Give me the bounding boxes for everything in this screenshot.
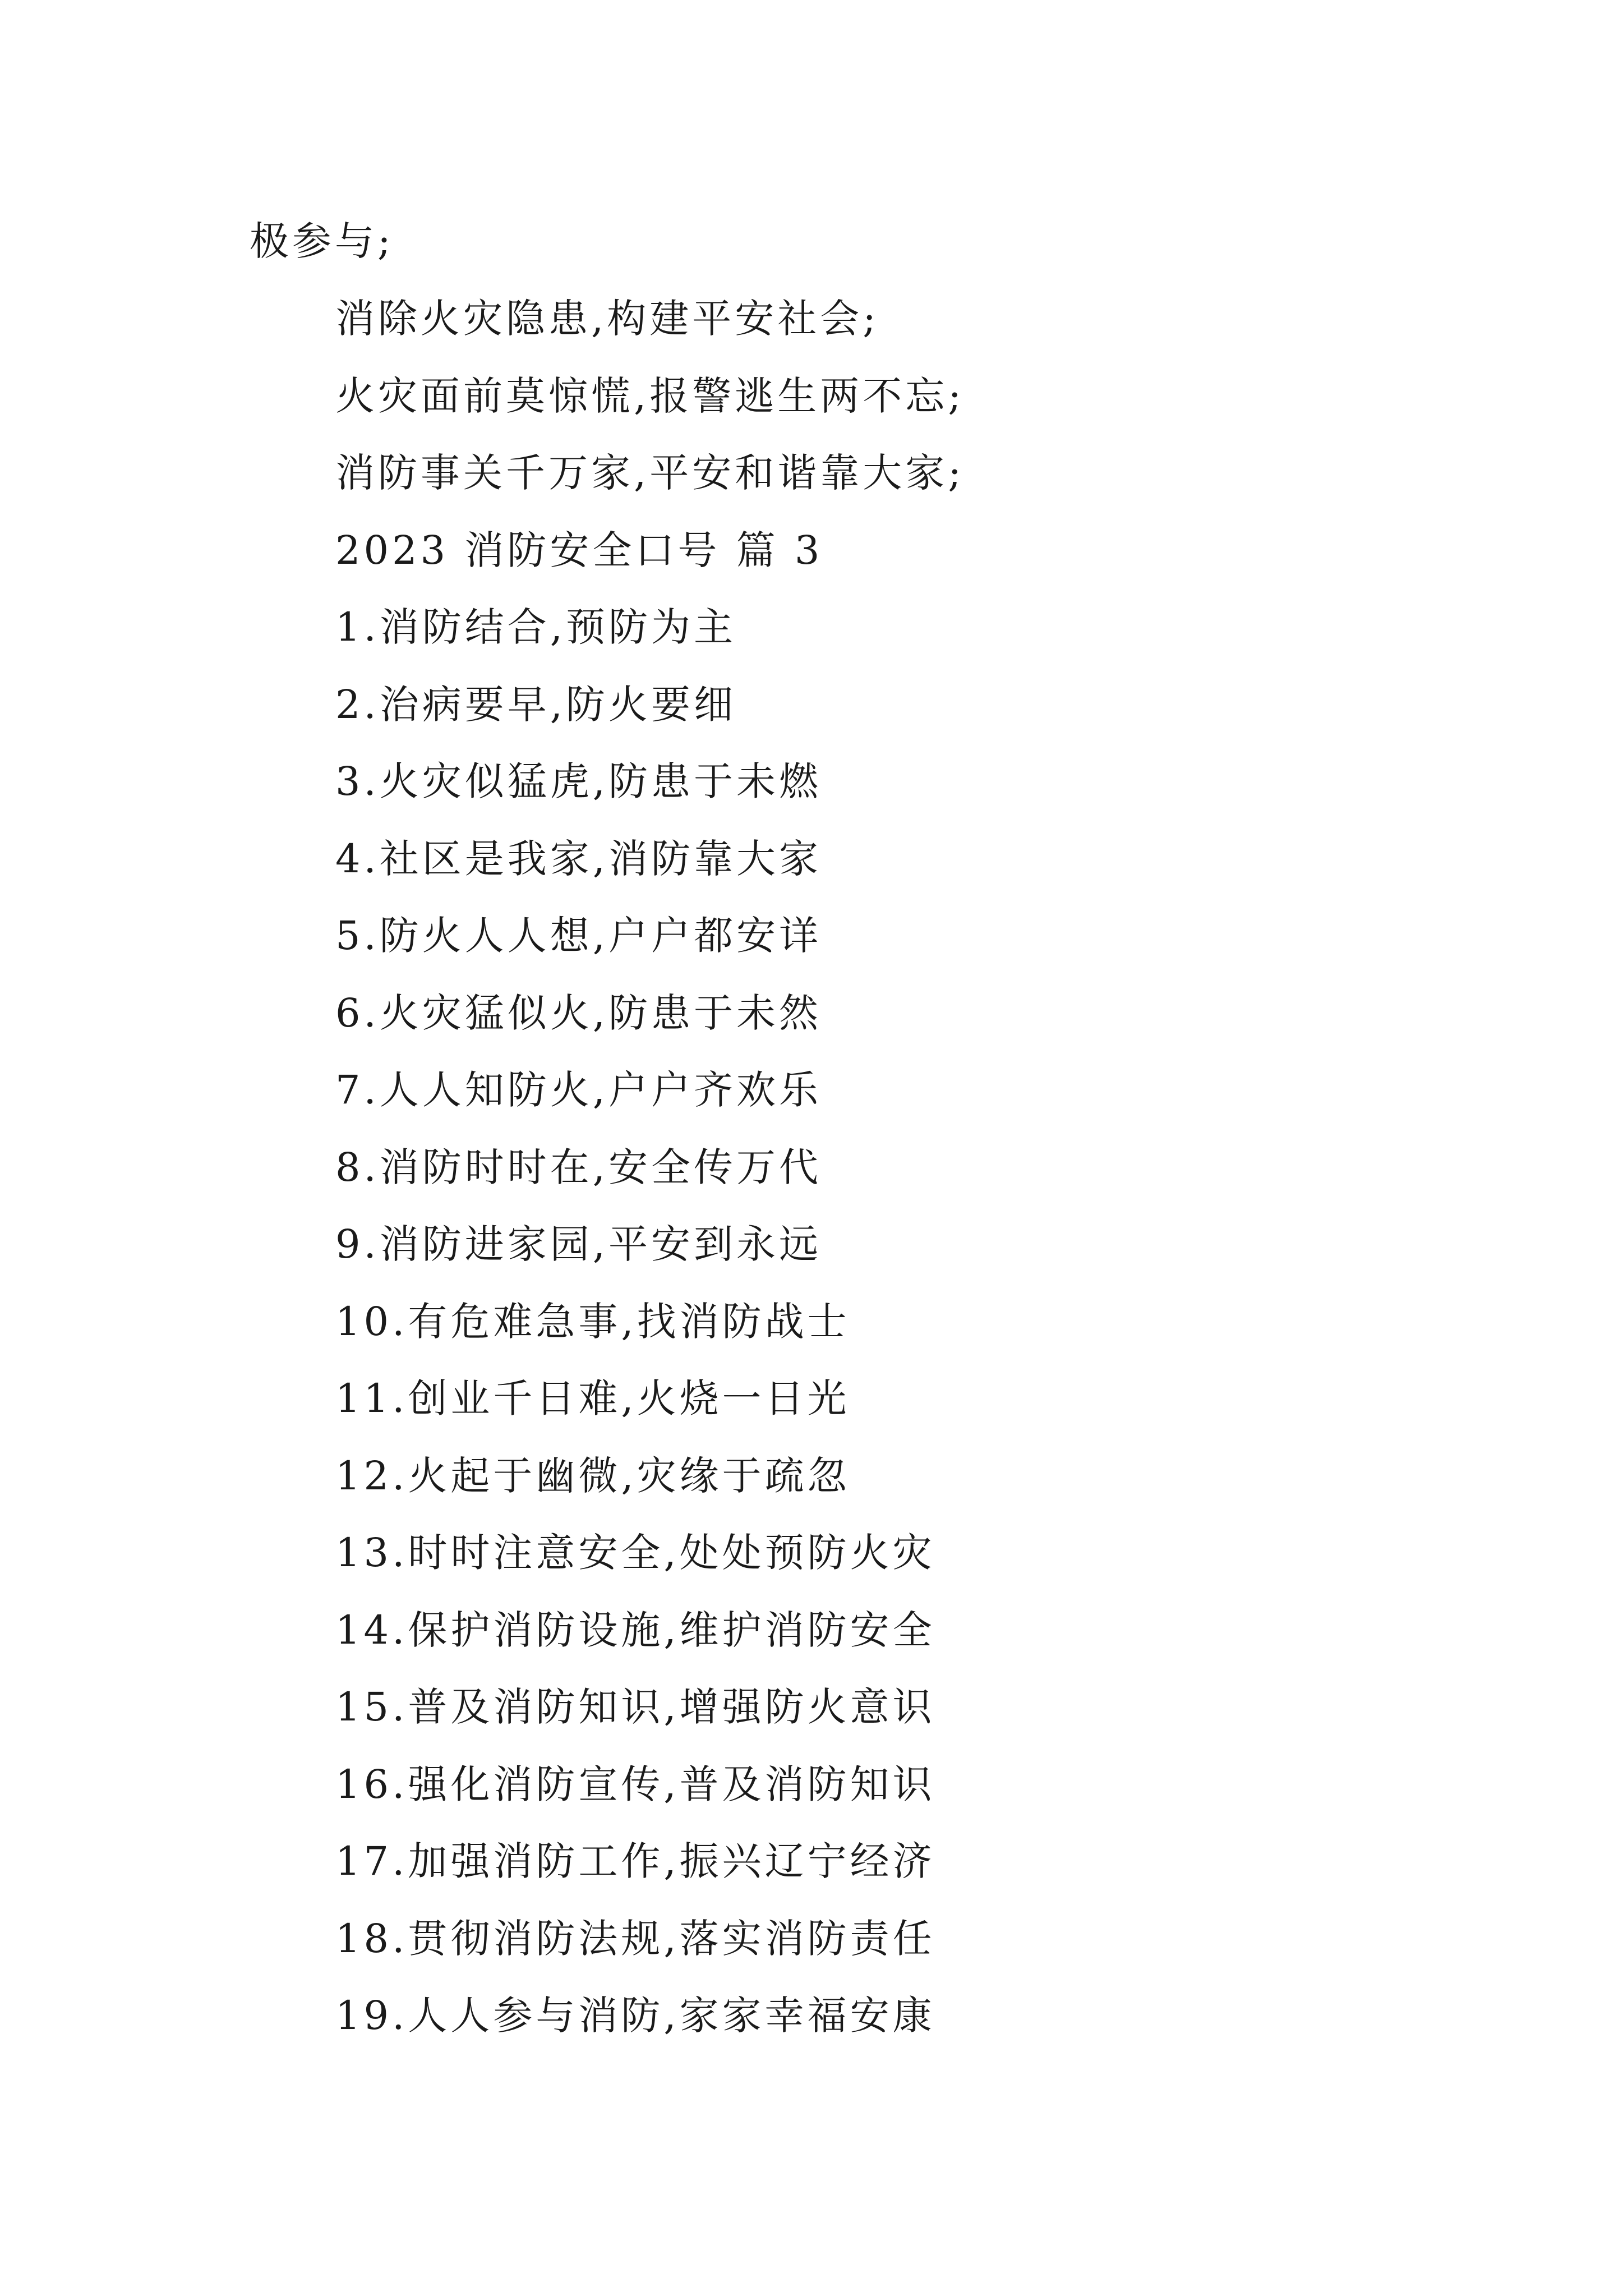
list-item: 6.火灾猛似火,防患于未然 <box>335 990 822 1036</box>
text-line-3: 消防事关千万家,平安和谐靠大家; <box>335 450 965 496</box>
list-item: 4.社区是我家,消防靠大家 <box>335 835 822 882</box>
list-item: 11.创业千日难,火烧一日光 <box>335 1375 850 1421</box>
section-heading: 2023 消防安全口号 篇 3 <box>335 527 823 573</box>
list-item: 14.保护消防设施,维护消防安全 <box>335 1607 935 1653</box>
list-item: 17.加强消防工作,振兴辽宁经济 <box>335 1838 935 1884</box>
list-item: 9.消防进家园,平安到永远 <box>335 1221 822 1267</box>
list-item: 2.治病要早,防火要细 <box>335 681 737 728</box>
list-item: 12.火起于幽微,灾缘于疏忽 <box>335 1452 850 1499</box>
slogan-list <box>335 291 1569 2065</box>
continuation-text: 极参与; <box>250 218 394 264</box>
text-line-2: 火灾面前莫惊慌,报警逃生两不忘; <box>335 372 965 419</box>
list-item: 5.防火人人想,户户都安详 <box>335 913 822 959</box>
list-item: 15.普及消防知识,增强防火意识 <box>335 1684 935 1730</box>
list-item: 18.贯彻消防法规,落实消防责任 <box>335 1915 935 1962</box>
list-item: 7.人人知防火,户户齐欢乐 <box>335 1067 822 1113</box>
list-item: 3.火灾似猛虎,防患于未燃 <box>335 758 822 804</box>
list-item: 1.消防结合,预防为主 <box>335 604 737 650</box>
list-item: 10.有危难急事,找消防战士 <box>335 1298 850 1345</box>
text-line-1: 消除火灾隐患,构建平安社会; <box>335 296 879 342</box>
list-item: 13.时时注意安全,处处预防火灾 <box>335 1530 935 1576</box>
list-item: 8.消防时时在,安全传万代 <box>335 1144 822 1190</box>
list-item: 16.强化消防宣传,普及消防知识 <box>335 1761 935 1807</box>
list-item: 19.人人参与消防,家家幸福安康 <box>335 1993 935 2039</box>
